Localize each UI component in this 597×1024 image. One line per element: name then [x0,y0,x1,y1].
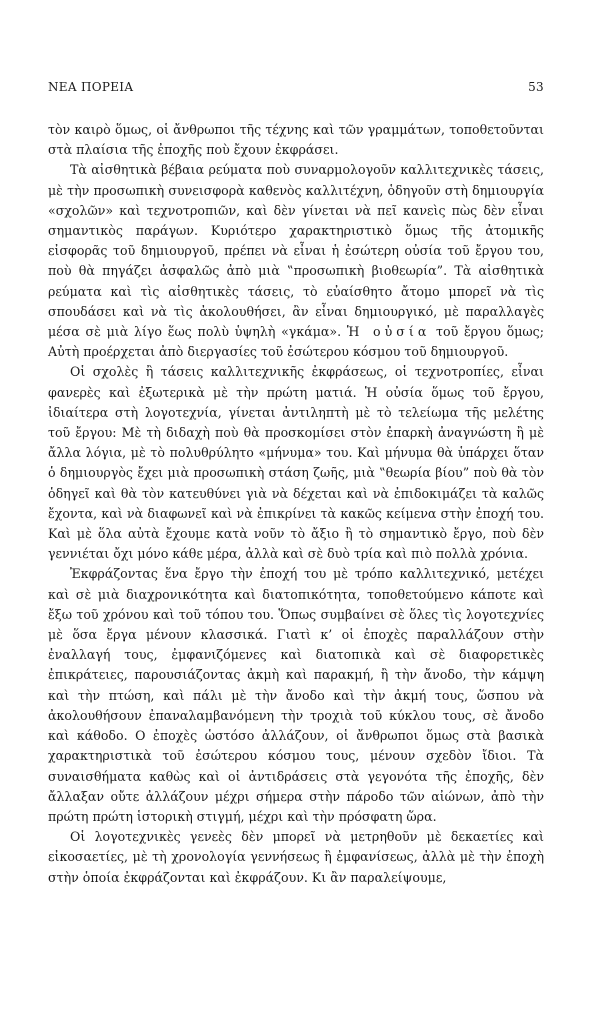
paragraph-literary-generations: Οἱ λογοτεχνικὲς γενεὲς δὲν μπορεῖ νὰ μετρηθοῦν μὲ δεκαετίες καὶ εἰκοσαετίες, μὲ τὴ χρονολογία γεννήσεως ἢ ἐμφανίσεως, ἀλλὰ μὲ τὴν ἐποχὴ στὴν ὁποία ἐκφράζονται καὶ ἐκφράζουν. Κι ἂν παραλείψουμε, [48,829,544,885]
body-text [48,120,544,888]
paragraph-continued: τὸν καιρὸ ὅμως, οἱ ἄνθρωποι τῆς τέχνης καὶ τῶν γραμμάτων, τοποθετοῦνται στὰ πλαίσια τῆς ἐποχῆς ποὺ ἔχουν ἐκφράσει. [48,122,544,158]
paragraph-aesthetic-currents [48,160,544,362]
spaced-emphasis: Ἡ οὐσία [346,324,431,340]
paragraph-text-part: Τὰ αἰσθητικὰ βέβαια ρεύματα ποὺ συναρμολογοῦν καλλιτεχνικὲς τάσεις, μὲ τὴν προσωπικὴ συνεισφορὰ καθενὸς καλλιτέχνη, ὁδηγοῦν στὴ δημιουργία «σχολῶν» καὶ τεχνοτροπιῶν, καὶ δὲν γίνεται νὰ πεῖ κανεὶς πὼς δὲν εἶναι σημαντικὸς παράγων. Κυριότερο χαρακτηριστικὸ ὅμως τῆς ἀτομικῆς εἰσφορᾶς τοῦ δημιουργοῦ, πρέπει νὰ εἶναι ἡ ἐσώτερη οὐσία τοῦ ἔργου του, ποὺ θὰ πηγάζει ἀσφαλῶς ἀπὸ μιὰ ‟προσωπικὴ βιοθεωρία”. Τὰ αἰσθητικὰ ρεύματα καὶ τὶς αἰσθητικὲς τάσεις, τὸ εὐαίσθητο ἄτομο μπορεῖ νὰ τὶς σπουδάσει καὶ νὰ τὶς ἀκολουθήσει, ἂν εἶναι δημιουργικό, μὲ παραλλαγὲς μέσα σὲ μιὰ λίγο ἕως πολὺ ὑψηλὴ «γκάμα». [48,162,544,340]
running-header [48,80,544,98]
paragraph-schools: Οἱ σχολὲς ἢ τάσεις καλλιτεχνικῆς ἐκφράσεως, οἱ τεχνοτροπίες, εἶναι φανερὲς καὶ ἐξωτερικὰ μὲ τὴν πρώτη ματιά. Ἡ οὐσία ὅμως τοῦ ἔργου, ἰδιαίτερα στὴ λογοτεχνία, γίνεται ἀντιληπτὴ μὲ τὸ τελείωμα τῆς μελέτης τοῦ ἔργου: Μὲ τὴ διδαχὴ ποὺ θὰ προσκομίσει στὸν ἐπαρκὴ ἀναγνώστη ἢ μὲ ἄλλα λόγια, μὲ τὸ πολυθρύλητο «μήνυμα» του. Καὶ μήνυμα θὰ ὑπάρχει ὅταν ὁ δημιουργὸς ἔχει μιὰ προσωπικὴ στάση ζωῆς, μιὰ ‟θεωρία βίου” ποὺ θὰ τὸν ὁδηγεῖ καὶ θὰ τὸν κατευθύνει γιὰ νὰ δέχεται καὶ νὰ ἐπιδοκιμάζει τὰ καλῶς ἔχοντα, καὶ νὰ διαφωνεῖ καὶ νὰ ἐπικρίνει τὰ κακῶς κείμενα στὴν ἐποχή του. Καὶ μὲ ὅλα αὐτὰ ἔχουμε κατὰ νοῦν τὸ ἄξιο ἢ τὸ σημαντικὸ ἔργο, ποὺ δὲν γεννιέται ὄχι μόνο κάθε μέρα, ἀλλὰ καὶ σὲ δυὸ τρία καὶ πιὸ πολλὰ χρόνια. [48,364,544,562]
paragraph-text-part: τοῦ ἔργου ὅμως; Αὐτὴ προέρχεται ἀπὸ διεργασίες τοῦ ἐσώτερου κόσμου τοῦ δημιουργοῦ. [48,324,544,360]
running-title: ΝΕΑ ΠΟΡΕΙΑ [48,80,134,94]
paragraph-expressing-era: Ἐκφράζοντας ἕνα ἔργο τὴν ἐποχή του μὲ τρόπο καλλιτεχνικό, μετέχει καὶ σὲ μιὰ διαχρονικότητα καὶ διατοπικότητα, τοποθετούμενο κάποτε καὶ ἔξω τοῦ χρόνου καὶ τοῦ τόπου του. Ὅπως συμβαίνει σὲ ὅλες τὶς λογοτεχνίες μὲ ὅσα ἔργα μένουν κλασσικά. Γιατὶ κ’ οἱ ἐποχὲς παραλλάζουν στὴν ἐναλλαγή τους, ἐμφανιζόμενες καὶ διατοπικὰ καὶ σὲ διαφορετικὲς ἐπικράτειες, παρουσιάζοντας ἀκμὴ καὶ παρακμή, ἢ τὴν ἄνοδο, τὴν κάμψη καὶ τὴν πτώση, καὶ πάλι μὲ τὴν ἄνοδο καὶ τὴν ἀκμή τους, ὥσπου νὰ ἀκολουθήσουν ἐπαναλαμβανόμενη τὴν τροχιὰ τοῦ κύκλου τους, σὲ ἄνοδο καὶ κάθοδο. Ο ἐποχὲς ὡστόσο ἀλλάζουν, οἱ ἄνθρωποι ὅμως στὰ βασικὰ χαρακτηριστικὰ τοῦ ἐσώτερου κόσμου τους, μένουν σχεδὸν ἴδιοι. Τὰ συναισθήματα καθὼς καὶ οἱ ἀντιδράσεις στὰ γεγονότα τῆς ἐποχῆς, δὲν ἄλλαξαν οὔτε ἀλλάζουν μέχρι σήμερα στὴν πάροδο τῶν αἰώνων, ἀπὸ τὴν πρώτη πρώτη ἱστορικὴ στιγμή, μέχρι καὶ τὴν πρόσφατη ὥρα. [48,566,544,824]
page-number: 53 [528,80,544,94]
